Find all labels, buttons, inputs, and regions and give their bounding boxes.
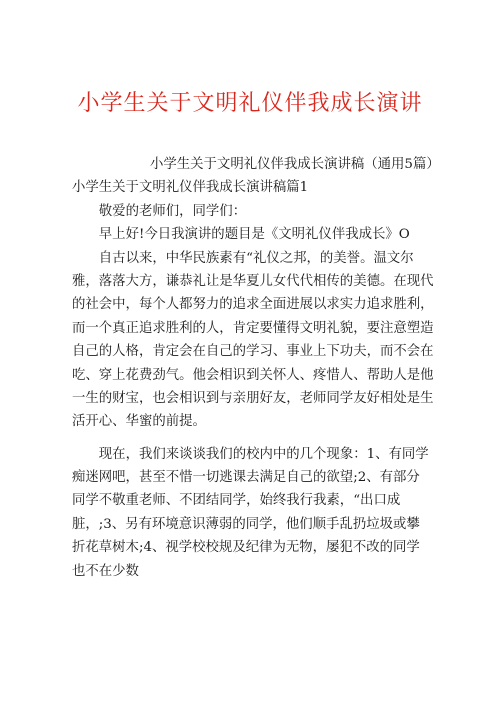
paragraph-gap (72, 434, 444, 443)
paragraph-1 (72, 247, 444, 434)
paragraph-2-line: 同学不敬重老师、不团结同学，始终我行我素，“出口成 (72, 493, 401, 509)
paragraph-2-line: 痴迷网吧，甚至不惜一切逃课去满足自己的欲望;2、有部分 (72, 470, 420, 486)
paragraph-2-line: 现在，我们来谈谈我们的校内中的几个现象：1、有同学 (98, 446, 429, 462)
paragraph-2-line: 也不在少数 (72, 563, 139, 579)
paragraph-2 (72, 443, 444, 583)
paragraph-1-line: 的社会中，每个人都努力的追求全面进展以求实力追求胜利， (72, 297, 434, 313)
section-heading: 小学生关于文明礼仪伴我成长演讲稿篇1 (72, 180, 309, 196)
paragraph-2-line: 脏，;3、另有环境意识薄弱的同学，他们顺手乱扔垃圾或攀 (72, 516, 420, 532)
document-subtitle: 小学生关于文明礼仪伴我成长演讲稿（通用5篇） (150, 157, 440, 172)
greeting: 敬爱的老师们，同学们： (98, 203, 247, 219)
paragraph-1-line: 吃、穿上花费劲气。他会相识到关怀人、疼惜人、帮助人是他 (72, 367, 434, 383)
paragraph-2-line: 折花草树木;4、视学校校规及纪律为无物，屡犯不改的同学 (72, 540, 420, 556)
paragraph-1-line: 雅，落落大方，谦恭礼让是华夏儿女代代相传的美德。在现代 (72, 273, 434, 289)
document-title: 小学生关于文明礼仪伴我成长演讲 (77, 91, 423, 116)
paragraph-1-line: 自己的人格，肯定会在自己的学习、事业上下功夫，而不会在 (72, 344, 434, 360)
paragraph-1-line: 一生的财宝，也会相识到与亲朋好友，老师同学友好相处是生 (72, 390, 434, 406)
paragraph-1-line: 活开心、华蜜的前提。 (72, 414, 206, 430)
paragraph-1-line: 而一个真正追求胜利的人，肯定要懂得文明礼貌，要注意塑造 (72, 320, 434, 336)
paragraph-1-line: 自古以来，中华民族素有“礼仪之邦，的美誉。温文尔 (98, 250, 414, 266)
document-body (72, 153, 444, 583)
intro-line: 早上好!今日我演讲的题目是《文明礼仪伴我成长》O (98, 227, 410, 243)
